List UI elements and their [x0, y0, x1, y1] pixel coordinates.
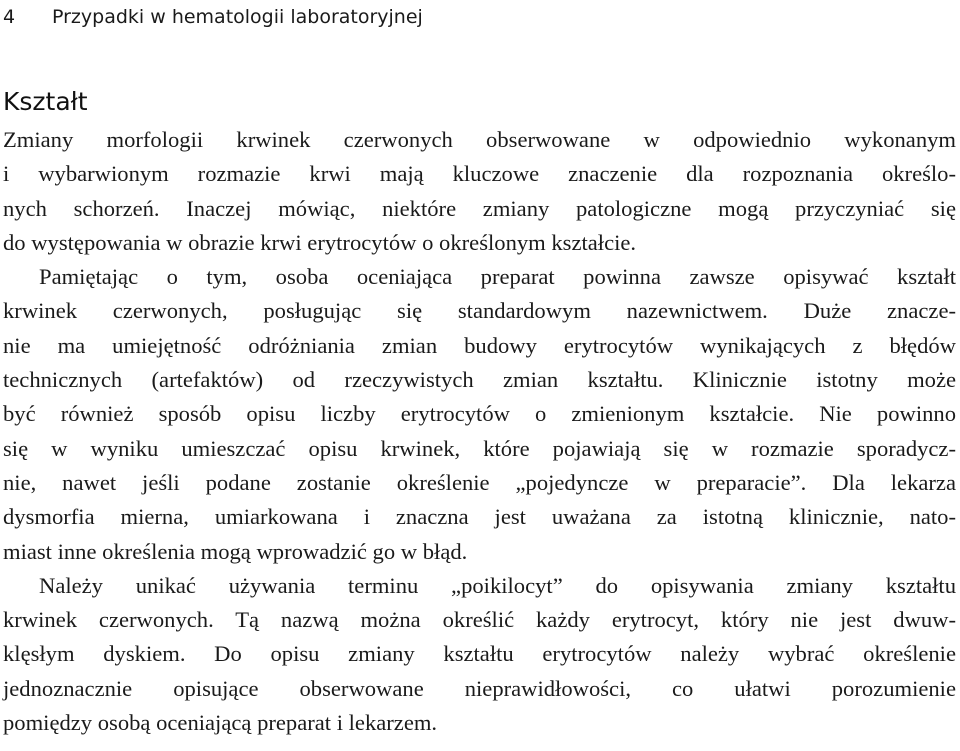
text-line: być również sposób opisu liczby erytrocytów o zmienionym kształcie. Nie powinno [3, 401, 956, 427]
text-line: technicznych (artefaktów) od rzeczywistych zmian kształtu. Klinicznie istotny może [3, 367, 956, 393]
text-line: do występowania w obrazie krwi erytrocytów o określonym kształcie. [3, 229, 637, 255]
text-line: Zmiany morfologii krwinek czerwonych obserwowane w odpowiednio wykonanym [3, 127, 956, 152]
text-line: krwinek czerwonych, posługując się standardowym nazewnictwem. Duże znacze- [3, 298, 956, 324]
text-line: Pamiętając o tym, osoba oceniająca preparat powinna zawsze opisywać kształt [39, 264, 956, 290]
running-header-title: Przypadki w hematologii laboratoryjnej [52, 6, 423, 28]
paragraph-2 [3, 260, 956, 569]
text-line: się w wyniku umieszczać opisu krwinek, które pojawiają się w rozmazie sporadycz- [3, 435, 956, 461]
text-line: pomiędzy osobą oceniającą preparat i lekarzem. [3, 710, 438, 736]
section-heading: Kształt [3, 87, 88, 116]
text-line: nie, nawet jeśli podane zostanie określenie „pojedyncze w preparacie”. Dla lekarza [3, 469, 956, 495]
text-line: jednoznacznie opisujące obserwowane nieprawidłowości, co ułatwi porozumienie [3, 675, 956, 701]
page-number: 4 [3, 6, 16, 28]
text-line: i wybarwionym rozmazie krwi mają kluczowe znaczenie dla rozpoznania określo- [3, 161, 956, 187]
text-line: dysmorfia mierna, umiarkowana i znaczna jest uważana za istotną klinicznie, nato- [3, 504, 956, 530]
paragraph-3 [3, 569, 956, 740]
text-line: Należy unikać używania terminu „poikilocyt” do opisywania zmiany kształtu [39, 572, 956, 598]
text-line: krwinek czerwonych. Tą nazwą można określić każdy erytrocyt, który nie jest dwuw- [3, 607, 956, 633]
text-line: nie ma umiejętność odróżniania zmian budowy erytrocytów wynikających z błędów [3, 332, 956, 358]
text-line: miast inne określenia mogą wprowadzić go w błąd. [3, 538, 468, 564]
running-header [0, 3, 960, 31]
body-text [3, 123, 956, 740]
text-line: nych schorzeń. Inaczej mówiąc, niektóre zmiany patologiczne mogą przyczyniać się [3, 195, 956, 221]
text-line: klęsłym dyskiem. Do opisu zmiany kształtu erytrocytów należy wybrać określenie [3, 641, 956, 667]
paragraph-1 [3, 123, 956, 260]
